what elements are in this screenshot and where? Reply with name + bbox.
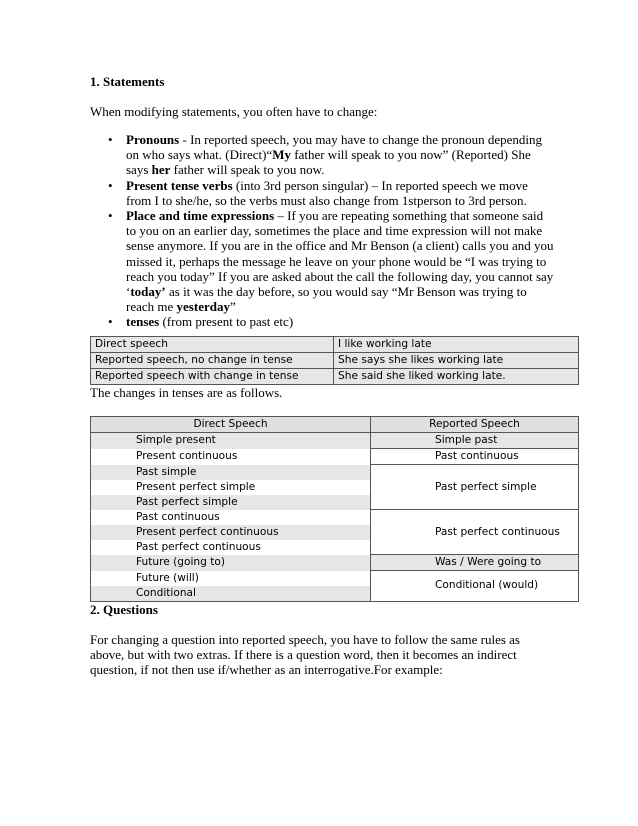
list-item-place-time xyxy=(108,208,554,314)
term-pronouns: Pronouns xyxy=(126,132,180,147)
text: (into 3rd person singular) – In reported speech we move from I to she/he, so the verbs must also change from 1stperson to 3rd person. xyxy=(126,177,528,208)
table-cell: Past continuous xyxy=(91,510,371,525)
table-cell: Was / Were going to xyxy=(371,555,579,571)
table-cell: Simple past xyxy=(371,433,579,449)
table-row xyxy=(91,465,579,480)
bullet-icon: • xyxy=(108,132,113,147)
table-cell: Future (will) xyxy=(91,571,371,586)
text: ” xyxy=(229,299,236,315)
text: - In reported speech, you may have to change the pronoun depending on who says what. (Direct)“ xyxy=(126,132,543,163)
bullet-icon: • xyxy=(108,314,113,330)
change-list xyxy=(108,132,554,330)
table-cell: Past perfect continuous xyxy=(371,510,579,555)
table-cell: Present continuous xyxy=(91,449,371,465)
list-item-pronouns xyxy=(108,132,554,178)
table-row xyxy=(91,337,579,353)
table-row xyxy=(91,369,579,385)
text: as it was the day before, so you would say “Mr Benson was trying to reach me xyxy=(126,284,527,315)
statements-intro: When modifying statements, you often have to change: xyxy=(90,104,378,119)
text: (from present to past etc) xyxy=(159,314,294,330)
table-header-row xyxy=(91,417,579,433)
table-cell: Simple present xyxy=(91,433,371,449)
term-place-time: Place and time expressions xyxy=(126,208,275,224)
tense-changes-caption: The changes in tenses are as follows. xyxy=(90,385,283,400)
section-heading-questions: 2. Questions xyxy=(90,602,158,617)
term-present-tense: Present tense verbs xyxy=(126,177,233,193)
table-cell: Past continuous xyxy=(371,449,579,465)
header-reported-speech: Reported Speech xyxy=(371,417,579,433)
questions-paragraph: For changing a question into reported speech, you have to follow the same rules as above, but with two extras. If there is a question word, then it becomes an indirect question, if not then use if/whether as an interrogative.For example: xyxy=(90,632,520,678)
bold-her: her xyxy=(151,162,171,178)
table-cell: Future (going to) xyxy=(91,555,371,571)
tense-changes-table xyxy=(90,416,579,602)
table-row xyxy=(91,449,579,465)
bold-yesterday: yesterday xyxy=(176,299,230,315)
list-item-tenses xyxy=(108,314,554,329)
header-direct-speech: Direct Speech xyxy=(91,417,371,433)
speech-examples-table xyxy=(90,336,579,385)
table-cell: Direct speech xyxy=(91,337,334,353)
bullet-icon: • xyxy=(108,177,113,193)
table-cell: Past perfect simple xyxy=(91,495,371,510)
table-cell: Present perfect continuous xyxy=(91,525,371,540)
table-cell: Past perfect continuous xyxy=(91,540,371,555)
table-row xyxy=(91,433,579,449)
table-cell: Conditional xyxy=(91,586,371,602)
table-row xyxy=(91,555,579,571)
text: father will speak to you now” (Reported) She says xyxy=(126,147,531,178)
table-cell: Past simple xyxy=(91,465,371,480)
table-cell: Past perfect simple xyxy=(371,465,579,510)
table-row xyxy=(91,510,579,525)
text: father will speak to you now. xyxy=(170,162,325,178)
table-cell: She says she likes working late xyxy=(334,353,579,369)
section-heading-statements: 1. Statements xyxy=(90,74,165,89)
table-cell: Reported speech with change in tense xyxy=(91,369,334,385)
list-item-present-tense xyxy=(108,178,554,208)
table-cell: Present perfect simple xyxy=(91,480,371,495)
bullet-icon: • xyxy=(108,208,113,224)
term-tenses: tenses xyxy=(126,314,160,330)
table-cell: She said she liked working late. xyxy=(334,369,579,385)
table-cell: I like working late xyxy=(334,337,579,353)
bold-my: My xyxy=(272,147,291,163)
table-row xyxy=(91,571,579,586)
text: – If you are repeating something that someone said to you on an earlier day, sometimes the place and time expression will not make sense anymore. If you are in the office and Mr Benson (a client) calls you and you missed it, perhaps the message he leave on your phone would be “I was trying to reach you today” If you are asked about the call the following day, you cannot say ‘ xyxy=(126,208,554,300)
table-cell: Conditional (would) xyxy=(371,571,579,602)
table-row xyxy=(91,353,579,369)
bold-today: today’ xyxy=(130,284,166,300)
table-cell: Reported speech, no change in tense xyxy=(91,353,334,369)
